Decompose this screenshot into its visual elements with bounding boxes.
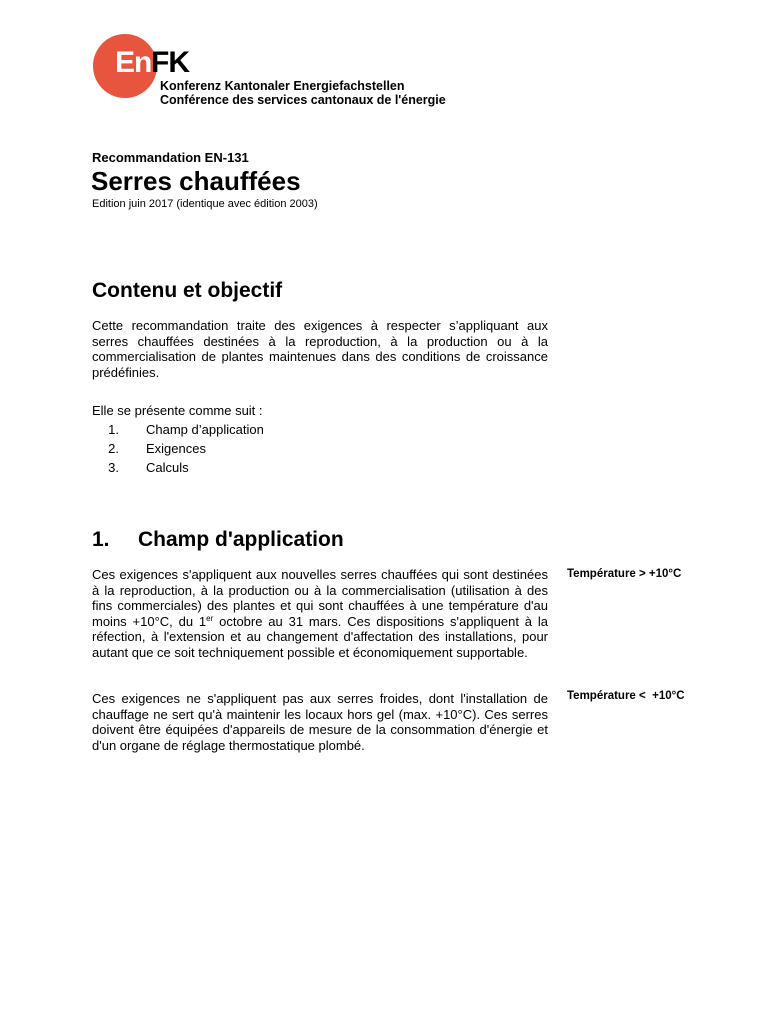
list-item (92, 459, 264, 478)
enfk-logo (93, 34, 473, 114)
logo-mark-fk: FK (151, 46, 189, 79)
section-number: 1. (92, 528, 110, 551)
logo-mark-en: En (115, 46, 152, 79)
margin-note-temp-above: Température > +10°C (567, 568, 682, 580)
champ-paragraph-2: Ces exigences ne s'appliquent pas aux serres froides, dont l'installation de chauffage ne sert qu'à maintenir les locaux hors gel (max. +10°C). Ces serres doivent être équipées d'appareils de mesure de la consommation d'énergie et d'un organe de réglage thermostatique plombé. (92, 691, 548, 753)
contenu-intro: Elle se présente comme suit : (92, 403, 263, 418)
champ-paragraph-1-start: Ces exigences s'appliquent aux nouvelles serres chauffées qui sont destinées à la reproduction, à la production ou à la commercialisation (utilisation à des fins commerciales) des plantes et qui sont chauffées à une température d'au moins +10°C, du 1 (92, 567, 548, 629)
list-item (92, 421, 264, 440)
list-item (92, 440, 264, 459)
list-item-number: 1. (108, 422, 119, 437)
margin-note-temp-below: Température < +10°C (567, 690, 685, 702)
champ-paragraph-1-end: octobre au 31 mars. Ces dispositions s'appliquent à la réfection, à l'extension et au changement d'affectation des installations, pour autant que ce soit techniquement possible et économiquement supportable. (92, 613, 548, 660)
section-heading-text: Champ d'application (138, 528, 344, 551)
document-title: Serres chauffées (91, 166, 301, 196)
list-item-label: Calculs (146, 460, 189, 475)
list-item-label: Exigences (146, 441, 206, 456)
superscript-er: er (206, 613, 214, 623)
contents-list (92, 421, 264, 478)
list-item-number: 3. (108, 460, 119, 475)
heading-champ-application (92, 528, 344, 552)
recommendation-number: Recommandation EN-131 (92, 150, 249, 165)
logo-subtitle-fr: Conférence des services cantonaux de l'énergie (160, 93, 446, 107)
contenu-paragraph: Cette recommandation traite des exigences à respecter s’appliquant aux serres chauffées destinées à la reproduction, à la production ou à la commercialisation de plantes maintenues dans des conditions de croissance prédéfinies. (92, 318, 548, 380)
heading-contenu: Contenu et objectif (92, 279, 283, 302)
champ-paragraph-1 (92, 567, 548, 661)
edition-note: Edition juin 2017 (identique avec édition 2003) (92, 198, 318, 210)
list-item-number: 2. (108, 441, 119, 456)
list-item-label: Champ d’application (146, 422, 264, 437)
logo-subtitle-de: Konferenz Kantonaler Energiefachstellen (160, 79, 405, 93)
